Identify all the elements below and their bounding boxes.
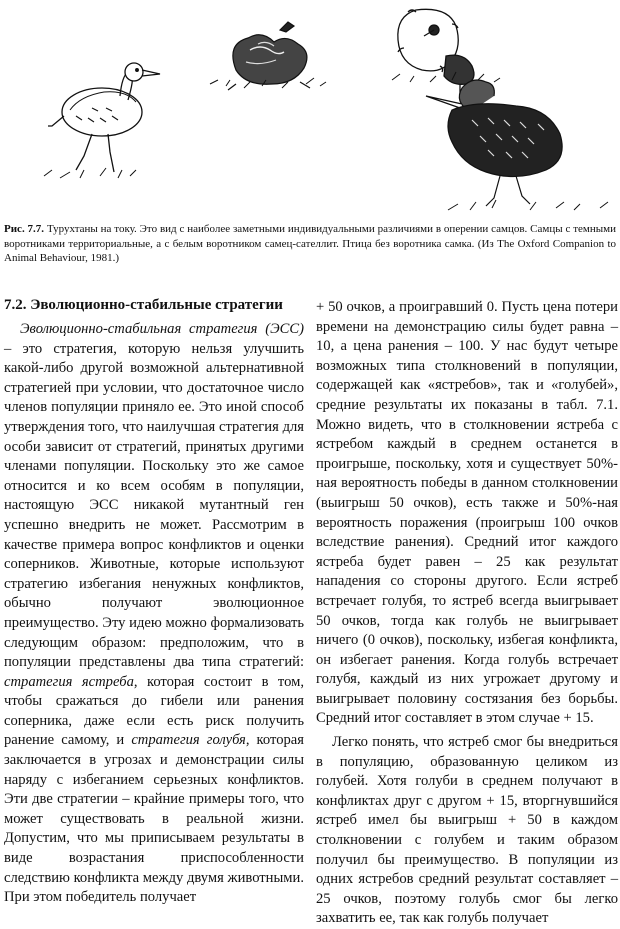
figure-caption-label: Рис. 7.7. <box>4 223 45 235</box>
displaying-ruff-drawing <box>210 22 326 90</box>
section-heading: 7.2. Эволюционно-стабильные стратегии <box>4 297 283 313</box>
dove-strategy-term: стратегия голубя <box>131 732 246 749</box>
figure-caption <box>4 222 616 266</box>
ess-text-c: , которая заключается в угрозах и демонстрации силы наряду с избеганием серьезных конфликтов. Эти две стратегии – крайние примеры того, что может существовать в реальной жизни. Допустим, что мы приписываем результаты в виде возрастания приспособленности следствию конфликта между двумя животными. При этом победитель получает <box>4 732 304 906</box>
left-column <box>4 296 304 908</box>
female-ruff-drawing <box>44 63 160 178</box>
ess-definition-paragraph <box>4 320 304 908</box>
ruff-lek-figure <box>0 0 620 220</box>
right-column <box>316 298 618 929</box>
ruff-lek-drawing <box>0 0 620 220</box>
payoff-paragraph: + 50 очков, а проигравший 0. Пусть цена потери времени на демонстрацию силы будет равна – 10, а цена ранения – 100. У нас будут четыре возможных типа столкновений в популяции, содержащей как «ястребов», так и «голубей», средние результаты их показаны в табл. 7.1. Можно видеть, что в столкновении ястреба с ястребом каждый в среднем останется в проигрыше, поскольку, хотя и существует 50%-ная вероятность победы в данном столкновении (выигрыш 50 очков), есть также и 50%-ная вероятность поражения (проигрыш 100 очков вследствие ранения). Средний итог каждого ястреба будет равен – 25 как результат нападения со стороны другого. Если ястреб встречает голубя, то ястреб всегда выигрывает 50 очков, тогда как голубь не выигрывает ничего (0 очков), поскольку, избегая конфликта, он избегает ранения. Когда голубь встречает голубя, каждый из них угрожает другому и выигрывает половину состязания без борьбы. Средний итог составляет в этом случае + 15. <box>316 299 618 727</box>
ess-text-b: , которая состоит в том, чтобы сражаться до гибели или ранения соперника, даже если есть риск получить ранение самому, и <box>4 673 304 749</box>
ess-term: Эволюционно-стабильная стратегия (ЭСС) <box>20 321 304 337</box>
hawk-strategy-term: стратегия ястреба <box>4 673 134 690</box>
invasion-paragraph: Легко понять, что ястреб смог бы внедриться в популяцию, образованную целиком из голубей. Хотя голуби в среднем получают в конфликтах друг с другом + 15, вторгнувшийся ястреб имел бы выигрыш + 50 в каждом столкновении с голубем и таким образом получил бы преимущество. В популяции из одних ястребов средний результат составляет – 25 очков, поэтому голубь смог бы легко захватить ее, так как голубь получает <box>316 734 618 927</box>
ess-text-a: – это стратегия, которую нельзя улучшить какой-либо другой возможной альтернативной стратегией при условии, что достаточное число членов популяции приняло ее. Это иной способ утверждения того, что наилучшая стратегия для особи зависит от стратегий, принятых другими членами популяции. Поскольку это же самое относится и ко всем особям в популяции, настоящую ЭСС никакой мутантный ген успешно внедрить не может. Рассмотрим в качестве примера вопрос конфликтов и оценки соперников. Животные, которые используют стратегию избегания ненужных конфликтов, обычно получают эволюционное преимущество. Эту идею можно формализовать следующим образом: предположим, что в популяции представлены два типа стратегий: <box>4 340 304 671</box>
dark-collar-ruff-drawing <box>426 80 608 210</box>
figure-caption-text: Турухтаны на току. Это вид с наиболее заметными индивидуальными различиями в оперении самцов. Самцы с темными воротниками территориальные, а с белым воротником самец-сателлит. Птица без воротника самка. (Из The Oxford Companion to Animal Behaviour, 1981.) <box>4 223 617 264</box>
